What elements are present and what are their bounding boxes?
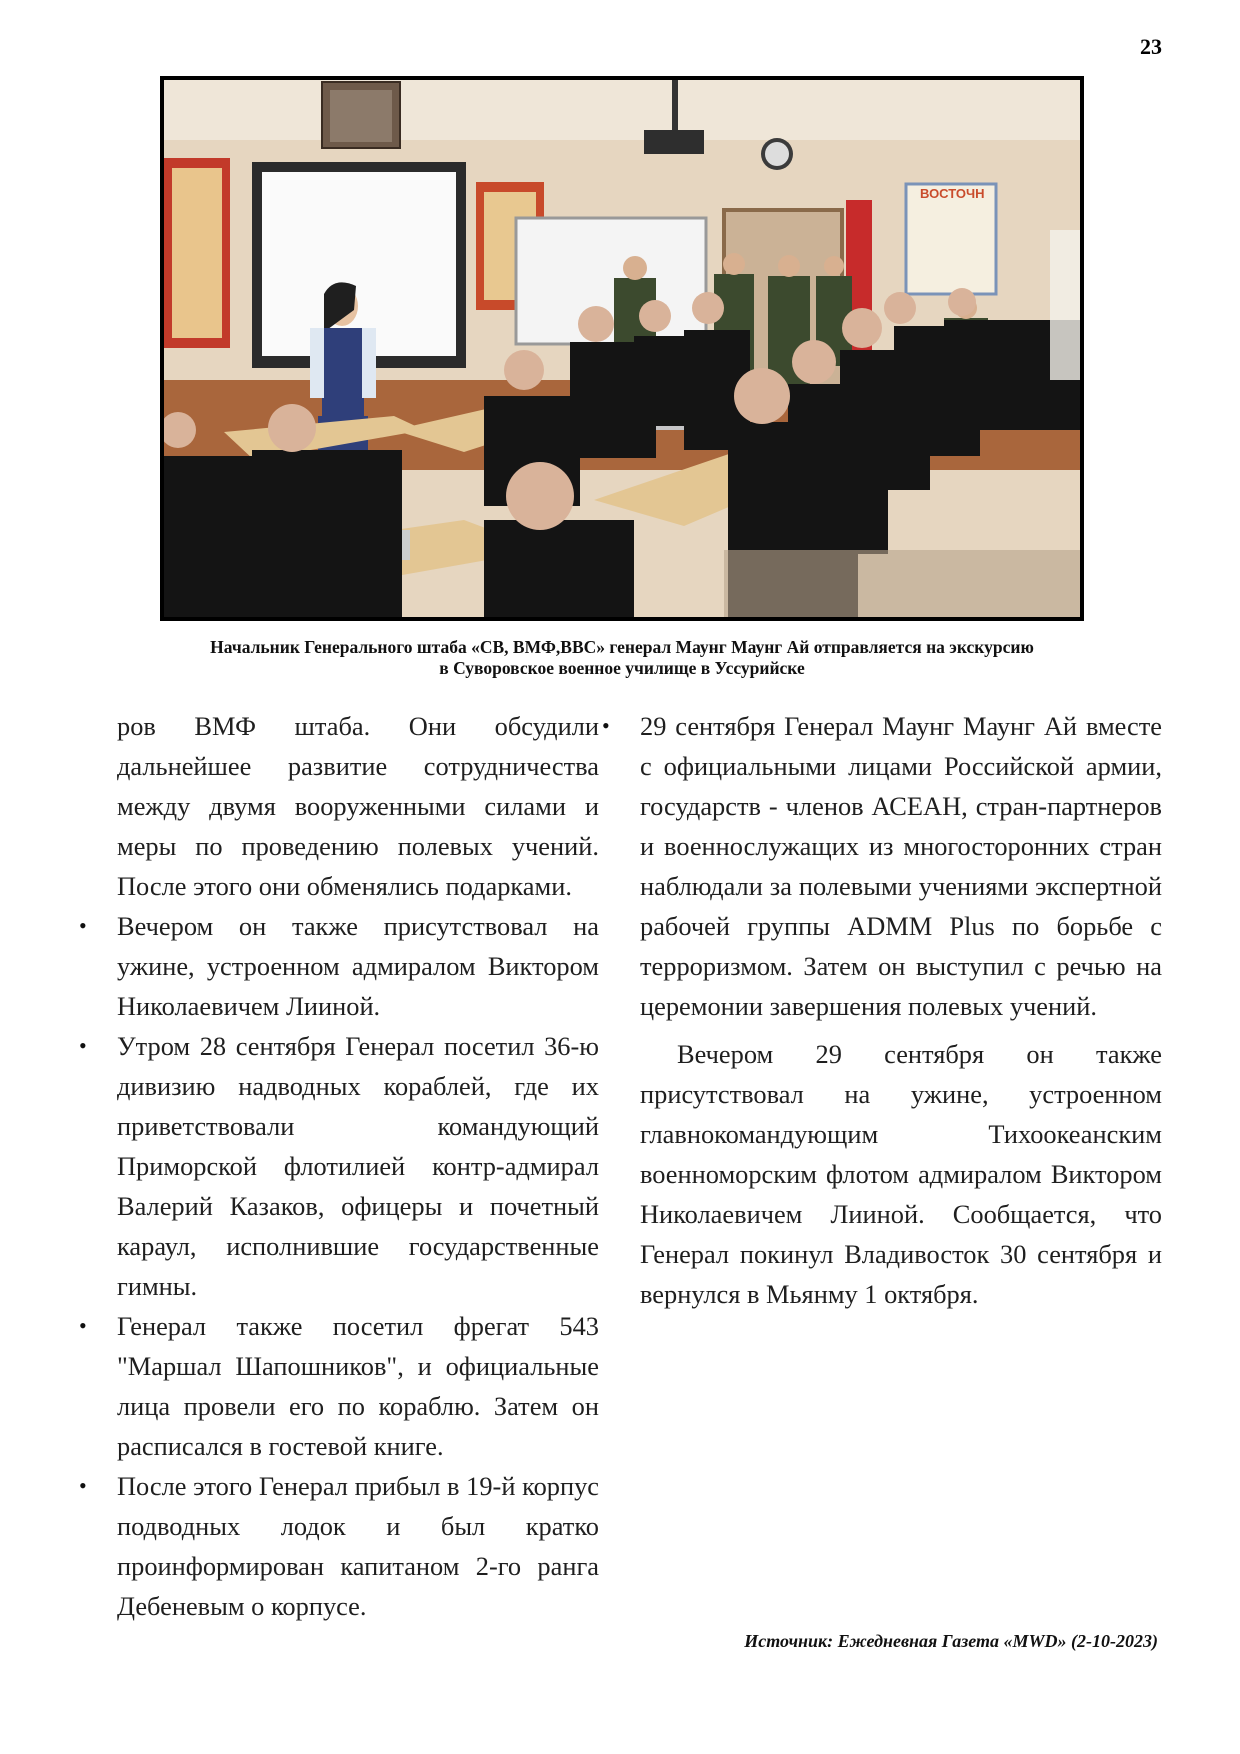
notice-board-title: ВОСТОЧН	[920, 186, 985, 201]
list-item-text: Вечером он также присутствовал на ужине, устроенном адмиралом Виктором Николаевичем Лииной.	[117, 911, 599, 1021]
list-item	[79, 906, 599, 1026]
bullet-icon: •	[79, 1473, 87, 1498]
bullet-icon: •	[79, 913, 87, 938]
list-item-text: После этого Генерал прибыл в 19-й корпус подводных лодок и был кратко проинформирован капитаном 2-го ранга Дебеневым о корпусе.	[117, 1471, 599, 1621]
bullet-icon: •	[602, 713, 610, 738]
list-item-text: Утром 28 сентября Генерал посетил 36-ю дивизию надводных кораблей, где их приветствовали командующий Приморской флотилией контр-адмирал Валерий Казаков, офицеры и почетный караул, исполнившие государственные гимны.	[117, 1031, 599, 1301]
list-item	[79, 1466, 599, 1626]
classroom-photo-illustration	[164, 80, 1080, 617]
classroom-photo	[160, 76, 1084, 621]
list-item-text: 29 сентября Генерал Маунг Маунг Ай вместе с официальными лицами Российской армии, государств - членов АСЕАН, стран-партнеров и военнослужащих из многосторонних стран наблюдали за полевыми учениями экспертной рабочей группы ADMM Plus по борьбе с терроризмом. Затем он выступил с речью на церемонии завершения полевых учений.	[640, 711, 1162, 1021]
right-bullet-list	[602, 706, 1162, 1026]
projector	[644, 130, 704, 154]
list-item	[79, 1026, 599, 1306]
left-column	[79, 706, 599, 1626]
page-number: 23	[1140, 34, 1162, 59]
caption-line-1: Начальник Генерального штаба «СВ, ВМФ,ВВС» генерал Маунг Маунг Ай отправляется на экскурсию	[210, 637, 1034, 657]
closing-paragraph: Вечером 29 сентября он также присутствовал на ужине, устроенном главнокомандующим Тихоокеанским военноморским флотом адмиралом Виктором Николаевичем Лииной. Сообщается, что Генерал покинул Владивосток 30 сентября и вернулся в Мьянму 1 октября.	[640, 1039, 1162, 1309]
left-bullet-list	[79, 906, 599, 1626]
source-credit: Источник: Ежедневная Газета «MWD» (2-10-2023)	[744, 1631, 1158, 1651]
continuation-paragraph: ров ВМФ штаба. Они обсудили дальнейшее развитие сотрудничества между двумя вооруженными силами и меры по проведению полевых учений. После этого они обменялись подарками.	[117, 711, 599, 901]
right-column	[602, 706, 1162, 1314]
list-item-text: Генерал также посетил фрегат 543 "Маршал Шапошников", и официальные лица провели его по кораблю. Затем он расписался в гостевой книге.	[117, 1311, 599, 1461]
list-item	[79, 1306, 599, 1466]
bullet-icon: •	[79, 1313, 87, 1338]
caption-line-2: в Суворовское военное училище в Уссурийске	[439, 658, 805, 678]
list-item	[602, 706, 1162, 1026]
photo-caption	[110, 637, 1134, 679]
bullet-icon: •	[79, 1033, 87, 1058]
